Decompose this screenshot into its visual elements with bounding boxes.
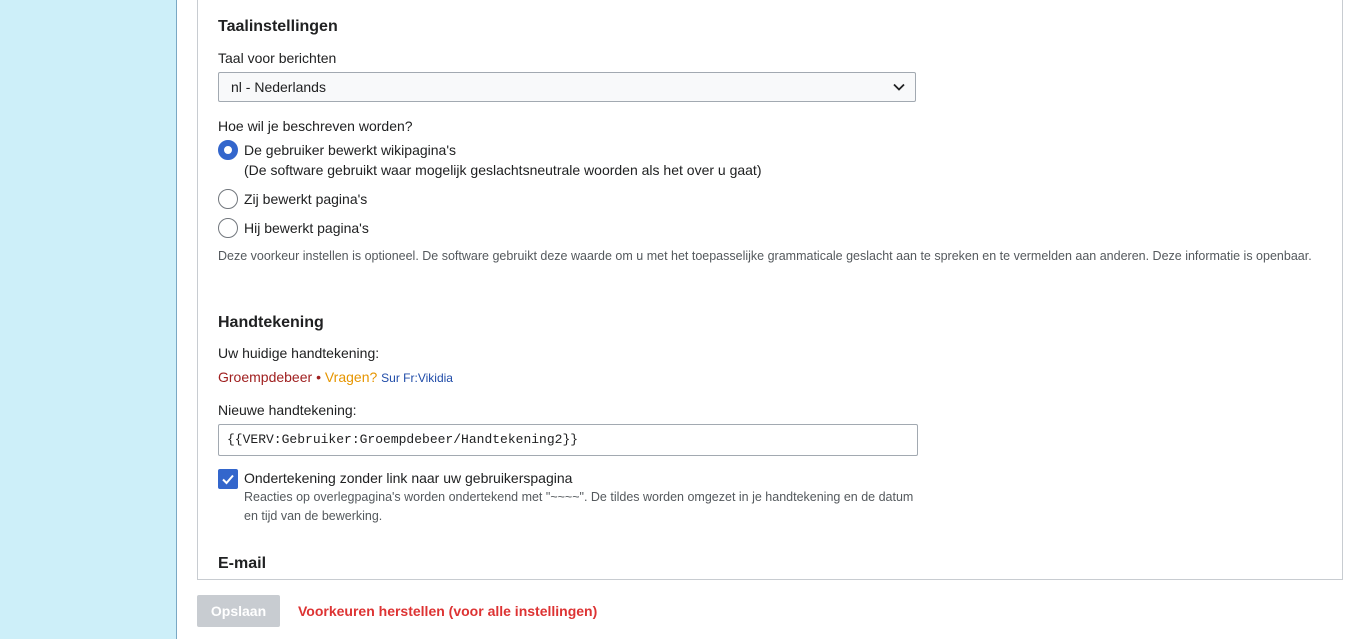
gender-option-neutral-label: De gebruiker bewerkt wikipagina's — [244, 142, 456, 158]
gender-option-female-label: Zij bewerkt pagina's — [244, 191, 368, 207]
gender-option-neutral-sublabel: (De software gebruikt waar mogelijk geslachtsneutrale woorden als het over u gaat) — [244, 162, 762, 178]
reset-preferences-link[interactable]: Voorkeuren herstellen (voor alle instellingen) — [298, 603, 598, 619]
preferences-content — [177, 0, 1366, 639]
chevron-down-icon — [893, 82, 905, 92]
gender-question: Hoe wil je beschreven worden? — [218, 118, 413, 134]
signature-user-link[interactable]: Groempdebeer — [218, 369, 313, 385]
save-button[interactable]: Opslaan — [197, 595, 280, 627]
radio-neutral[interactable] — [218, 140, 238, 160]
gender-option-neutral[interactable] — [218, 140, 918, 184]
current-signature-label: Uw huidige handtekening: — [218, 345, 380, 361]
sidebar — [0, 0, 177, 639]
message-language-label: Taal voor berichten — [218, 50, 337, 66]
new-signature-input[interactable]: {{VERV:Gebruiker:Groempdebeer/Handtekening2}} — [218, 424, 918, 456]
checkmark-icon — [218, 469, 238, 489]
gender-option-male[interactable] — [218, 218, 618, 238]
preferences-panel — [197, 0, 1343, 580]
signature-fr-link[interactable]: Sur Fr:Vikidia — [381, 371, 453, 385]
gender-help-text: Deze voorkeur instellen is optioneel. De software gebruikt deze waarde om u met het toepasselijke grammaticale geslacht aan te spreken en te vermelden aan anderen. Deze informatie is openbaar. — [218, 249, 1312, 263]
current-signature-preview — [218, 369, 453, 385]
no-link-label[interactable]: Ondertekening zonder link naar uw gebruikerspagina — [244, 470, 573, 486]
signature-ask-link[interactable]: Vragen? — [324, 369, 378, 385]
gender-option-male-label: Hij bewerkt pagina's — [244, 220, 369, 236]
signature-heading: Handtekening — [218, 314, 324, 331]
message-language-select[interactable] — [218, 72, 916, 102]
message-language-value: nl - Nederlands — [231, 79, 326, 95]
no-link-checkbox[interactable] — [218, 469, 238, 489]
new-signature-label: Nieuwe handtekening: — [218, 402, 357, 418]
signature-bullet: • — [316, 369, 321, 385]
gender-option-female[interactable] — [218, 189, 618, 209]
no-link-help: Reacties op overlegpagina's worden ondertekend met "~~~~". De tildes worden omgezet in je handtekening en de datum en tijd van de bewerking. — [244, 490, 914, 523]
language-heading: Taalinstellingen — [218, 18, 338, 35]
email-heading: E-mail — [218, 555, 267, 572]
radio-male[interactable] — [218, 218, 238, 238]
radio-female[interactable] — [218, 189, 238, 209]
